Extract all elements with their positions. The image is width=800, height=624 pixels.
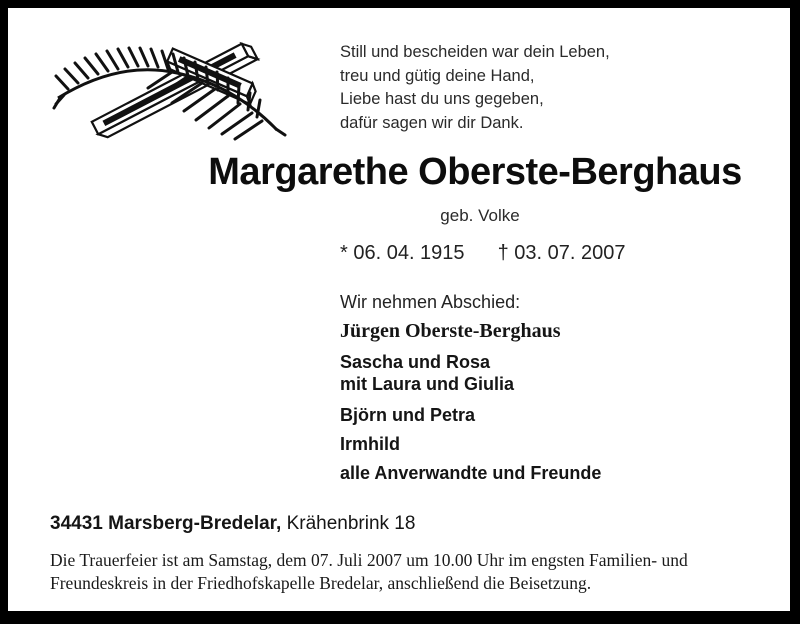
- verse-line: treu und gütig deine Hand,: [340, 66, 535, 85]
- mourner-name: mit Laura und Giulia: [340, 374, 515, 394]
- funeral-details: [50, 549, 688, 595]
- death-date: † 03. 07. 2007: [497, 242, 626, 264]
- verse-line: dafür sagen wir dir Dank.: [340, 113, 524, 132]
- farewell-intro: Wir nehmen Abschied:: [340, 292, 521, 312]
- funeral-details-line: Die Trauerfeier ist am Samstag, dem 07. Juli 2007 um 10.00 Uhr im engsten Familien- und: [50, 550, 688, 570]
- verse-line: Still und bescheiden war dein Leben,: [340, 43, 610, 61]
- mourner-name: Björn und Petra: [340, 405, 476, 425]
- address-locality: 34431 Marsberg-Bredelar,: [50, 513, 282, 534]
- maiden-name: geb. Volke: [440, 206, 520, 225]
- notice-sheet: [8, 8, 790, 611]
- mourner-name: Irmhild: [340, 434, 401, 454]
- birth-date: * 06. 04. 1915: [340, 242, 465, 264]
- memorial-verse: [340, 41, 610, 135]
- verse-line: Liebe hast du uns gegeben,: [340, 90, 544, 108]
- address-line: [50, 513, 415, 535]
- cross-and-palm-icon: [52, 32, 287, 147]
- mourner-name: Jürgen Oberste-Berghaus: [340, 320, 561, 342]
- address-street: Krähenbrink 18: [286, 513, 416, 534]
- funeral-details-line: Freundeskreis in der Friedhofskapelle Bredelar, anschließend die Beisetzung.: [50, 573, 592, 593]
- deceased-name: Margarethe Oberste-Berghaus: [208, 151, 742, 193]
- life-dates: [340, 242, 625, 265]
- mourner-name: Sascha und Rosa: [340, 352, 491, 372]
- mourner-name: alle Anverwandte und Freunde: [340, 463, 602, 483]
